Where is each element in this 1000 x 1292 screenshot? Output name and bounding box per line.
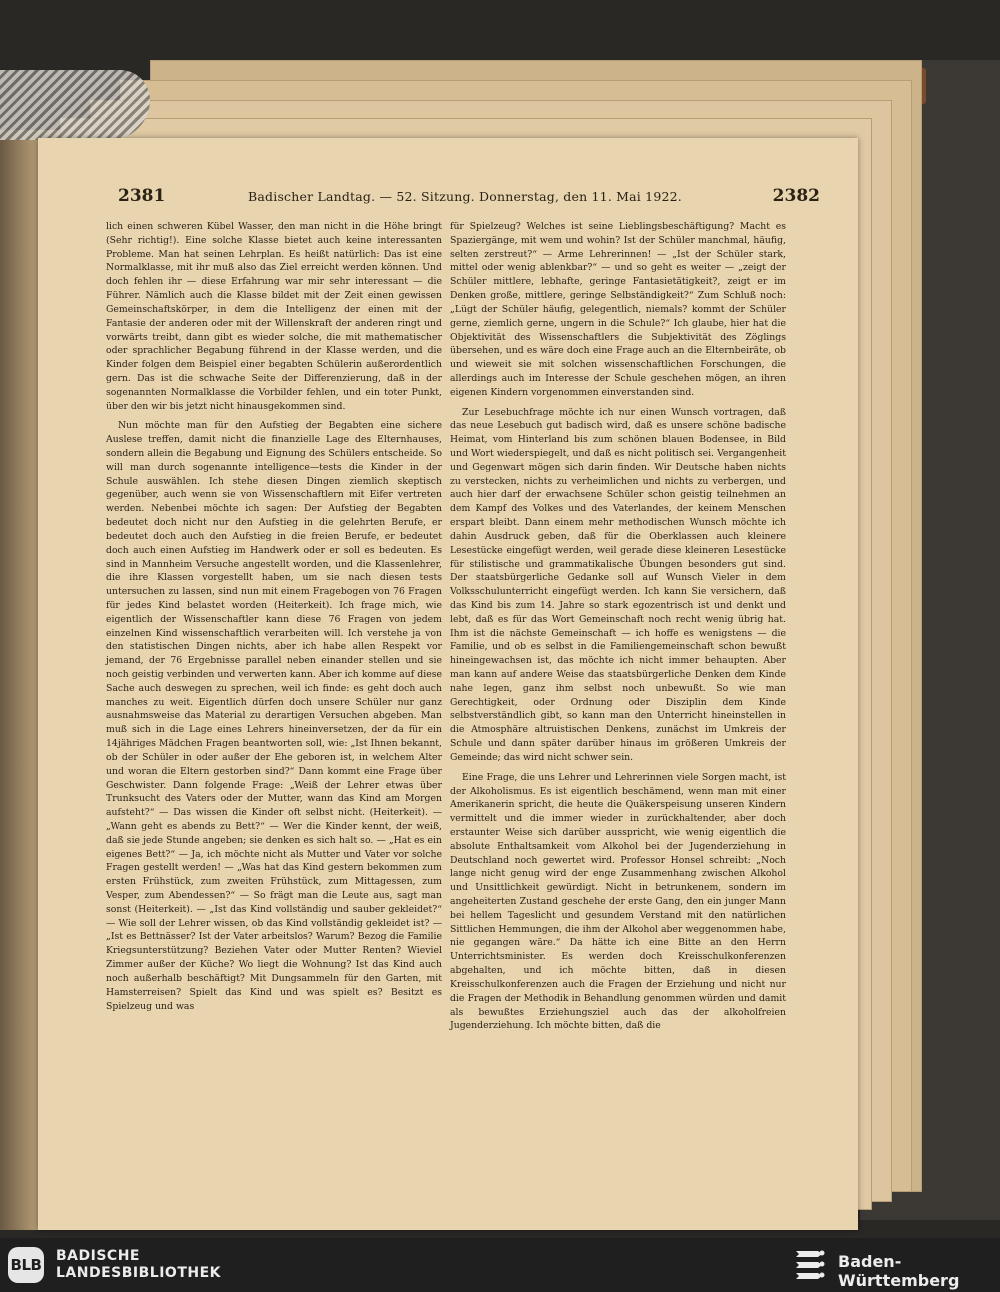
page-header — [110, 186, 820, 208]
text-column-right — [450, 220, 786, 1033]
institution-line-2: LANDESBIBLIOTHEK — [56, 1265, 222, 1281]
paragraph: Eine Frage, die uns Lehrer und Lehrerinnen viele Sorgen macht, ist der Alkoholismus. Es ist eigentlich beschämend, wenn man mit einer Amerikanerin spricht, die heute die Quäkerspeisung unseren Kindern vermittelt und die immer wieder in zurückhaltender, aber doch erstaunter Weise sich darüber ausspricht, wie wenig eigentlich die absolute Enthaltsamkeit vom Alkohol bei der Jugenderziehung in Deutschland noch gewertet wird. Professor Honsel schreibt: „Noch lange nicht genug wird der enge Zusammenhang zwischen Alkohol und Unsittlichkeit gewürdigt. Nicht in betrunkenem, sondern im angeheiterten Zustand geschehe der erste Gang, den ein junger Mann bei hellem Tageslicht und gesundem Verstand mit den natürlichen Sittlichen Hemmungen, die ihm der Alkohol aber weggenommen habe, nie gegangen wäre.“ Da hätte ich eine Bitte an den Herrn Unterrichtsminister. Es werden doch Kreisschulkonferenzen abgehalten, und ich möchte bitten, daß in diesen Kreisschulkonferenzen auch die Fragen der Erziehung und nicht nur die Fragen der Methodik in Behandlung genommen würden und damit als bewußtes Erziehungsziel auch das der alkoholfreien Jugenderziehung. Ich möchte bitten, daß die — [450, 771, 786, 1032]
binding-band — [0, 70, 150, 140]
paragraph: für Spielzeug? Welches ist seine Lieblingsbeschäftigung? Macht es Spaziergänge, mit wem und wohin? Ist der Schüler manchmal, häufig, selten zerstreut?“ — Arme Lehrerinnen! — „Ist der Schüler stark, mittel oder wenig ablenkbar?“ — und so geht es weiter — „zeigt der Schüler mittlere, lebhafte, geringe Fantasietätigkeit?, zeigt er im Denken große, mittlere, geringe Selbständigkeit?“ Zum Schluß noch: „Lügt der Schüler häufig, gelegentlich, niemals? kommt der Schüler gerne, ziemlich gerne, ungern in die Schule?“ Ich glaube, hier hat die Objektivität des Wissenschaftlers die Subjektivität des Zöglings übersehen, und es wäre doch eine Frage auch an die Elternbeiräte, ob und wieweit sie mit solchen wissenschaftlichen Forschungen, die allerdings auch im Interesse der Schule geschehen mögen, an ihren eigenen Kindern vorgenommen einverstanden sind. — [450, 221, 786, 398]
paragraph: Nun möchte man für den Aufstieg der Begabten eine sichere Auslese treffen, damit nicht die finanzielle Lage des Elternhauses, sondern allein die Begabung und Eignung des Schülers entscheide. So will man durch sogenannte intelligence—tests die Kinder in der Schule auswählen. Ich stehe diesen Dingen ziemlich skeptisch gegenüber, auch wenn sie von Wissenschaftlern mit Eifer vertreten werden. Nebenbei möchte ich sagen: Der Aufstieg der Begabten bedeutet doch nicht nur den Aufstieg in die gelehrten Berufe, er bedeutet doch auch den Aufstieg in die freien Berufe, er bedeutet doch auch einen Aufstieg im Handwerk oder er soll es bedeuten. Es sind in Mannheim Versuche angestellt worden, und die Klassenlehrer, die ihre Klassen vorgestellt haben, um sie nach diesen tests untersuchen zu lassen, sind nun mit einem Fragebogen von 76 Fragen für jedes Kind belastet worden (Heiterkeit). Ich frage mich, wie eigentlich der Wissenschaftler kann diese 76 Fragen von jedem einzelnen Kind wissenschaftlich verarbeiten will. Ich verstehe ja von den statistischen Dingen nichts, aber ich habe allen Respekt vor jemand, der 76 Ergebnisse parallel neben einander stellen und sie noch geistig verbinden und verwerten kann. Aber ich komme auf diese Sache auch deswegen zu sprechen, weil ich finde: es geht doch auch manches zu weit. Eigentlich dürfen doch unsere Schüler nur ganz ausnahmsweise das Material zu derartigen Versuchen abgeben. Man muß sich in die Lage eines Lehrers hineinversetzen, der da für ein 14jähriges Mädchen Fragen beantworten soll, wie: „Ist Ihnen bekannt, ob der Schüler in oder außer der Ehe geboren ist, in welchem Alter und woran die Eltern gestorben sind?“ Dann kommt eine Frage über Geschwister. Dann folgende Frage: „Weiß der Lehrer etwas über Trunksucht des Vaters oder der Mutter, wann das Kind am Morgen aufsteht?“ — Das wissen die Kinder oft selbst nicht. (Heiterkeit). — „Wann geht es abends zu Bett?“ — Wer die Kinder kennt, der weiß, daß sie jede Stunde angeben; sie denken es sich halt so. — „Hat es ein eigenes Bett?“ — Ja, ich möchte nicht als Mutter und Vater vor solche Fragen gestellt werden! — „Was hat das Kind gestern bekommen zum ersten Frühstück, zum zweiten Frühstück, zum Mittagessen, zum Vesper, zum Abendessen?“ — So frägt man die Leute aus, sagt man sonst (Heiterkeit). — „Ist das Kind vollständig und sauber gekleidet?“ — Wie soll der Lehrer wissen, ob das Kind vollständig gekleidet ist? — „Ist es Bettnässer? Ist der Vater arbeitslos? Warum? Bezog die Familie Kriegsunterstützung? Beziehen Vater oder Mutter Renten? Wieviel Zimmer außer der Küche? Wo liegt die Wohnung? Ist das Kind auch noch außerhalb beschäftigt? Mit Dungsammeln für den Garten, mit Hamsterreisen? Spielt das Kind und was spielt es? Besitzt es Spielzeug und was — [106, 420, 442, 1012]
institution-line-1: BADISCHE — [56, 1248, 140, 1264]
three-lions-icon — [790, 1245, 830, 1285]
document-page — [38, 138, 858, 1230]
footer-bar — [0, 1238, 1000, 1292]
page-number-left: 2381 — [118, 186, 166, 206]
institution-name[interactable] — [56, 1248, 221, 1282]
blb-logo[interactable]: BLB — [8, 1247, 44, 1283]
text-column-left — [106, 220, 442, 1013]
state-name[interactable]: Baden-Württemberg — [838, 1252, 960, 1290]
page-number-right: 2382 — [772, 186, 820, 206]
paragraph: lich einen schweren Kübel Wasser, den man nicht in die Höhe bringt (Sehr richtig!). Eine solche Klasse bietet auch keine interessanten Probleme. Man hat seinen Lehrplan. Es heißt natürlich: Das ist eine Normalklasse, mit ihr muß also das Ziel erreicht werden können. Und doch fehlen ihr — diese Erfahrung war mir sehr interessant — die Führer. Nämlich auch die Klasse bildet mit der Zeit einen gewissen Gemeinschaftskörper, in dem die Intelligenz der einen mit der Fantasie der anderen oder mit der Willenskraft der anderen ringt und vorwärts treibt, dann gibt es wieder solche, die mit mathematischer oder sprachlicher Begabung führend in der Klasse werden, und die Kinder folgen dem Beispiel einer begabten Schülerin außerordentlich gern. Das ist die schwache Seite der Differenzierung, daß in der sogenannten Normalklasse die Vorbilder fehlen, und ein toter Punkt, über den wir bis jetzt nicht hinausgekommen sind. — [106, 221, 442, 412]
paragraph: Zur Lesebuchfrage möchte ich nur einen Wunsch vortragen, daß das neue Lesebuch gut badisch wird, daß es unsere schöne badische Heimat, vom Hinterland bis zum schönen blauen Bodensee, in Bild und Wort wiederspiegelt, und daß es nicht politisch sei. Vergangenheit und Gegenwart mögen sich darin finden. Wir Deutsche haben nichts zu verstecken, nichts zu verheimlichen und nichts zu verbergen, und auch hier darf der erwachsene Schüler schon geistig teilnehmen an dem Kampf des Volkes und des Vaterlandes, der keinem Menschen erspart bleibt. Dann einem mehr methodischen Wunsch möchte ich dahin Ausdruck geben, daß für die Oberklassen auch kleinere Lesestücke eingefügt werden, weil gerade diese kleineren Lesestücke für stilistische und grammatikalische Übungen besonders gut sind. Der staatsbürgerliche Gedanke soll auf Wunsch Vieler in dem Volksschulunterricht eingefügt werden. Ich kann Sie versichern, daß das Kind bis zum 14. Jahre so stark egozentrisch ist und denkt und lebt, daß es für das Wort Gemeinschaft noch recht wenig übrig hat. Ihm ist die nächste Gemeinschaft — ich hoffe es wenigstens — die Familie, und ob es selbst in die Familiengemeinschaft schon bewußt hineingewachsen ist, das möchte ich nicht immer behaupten. Aber man kann auf andere Weise das staatsbürgerliche Denken dem Kinde nahe legen, ganz ihm selbst noch unbewußt. So wie man Gerechtigkeit, oder Ordnung oder Disziplin dem Kinde selbstverständlich gibt, so kann man den Unterricht hineinstellen in die Atmosphäre altruistischen Denkens, zunächst im Umkreis der Schule und dann später darüber hinaus im größeren Umkreis der Gemeinde; das wird nicht schwer sein. — [450, 406, 786, 763]
running-title: Badischer Landtag. — 52. Sitzung. Donnerstag, den 11. Mai 1922. — [248, 189, 682, 204]
